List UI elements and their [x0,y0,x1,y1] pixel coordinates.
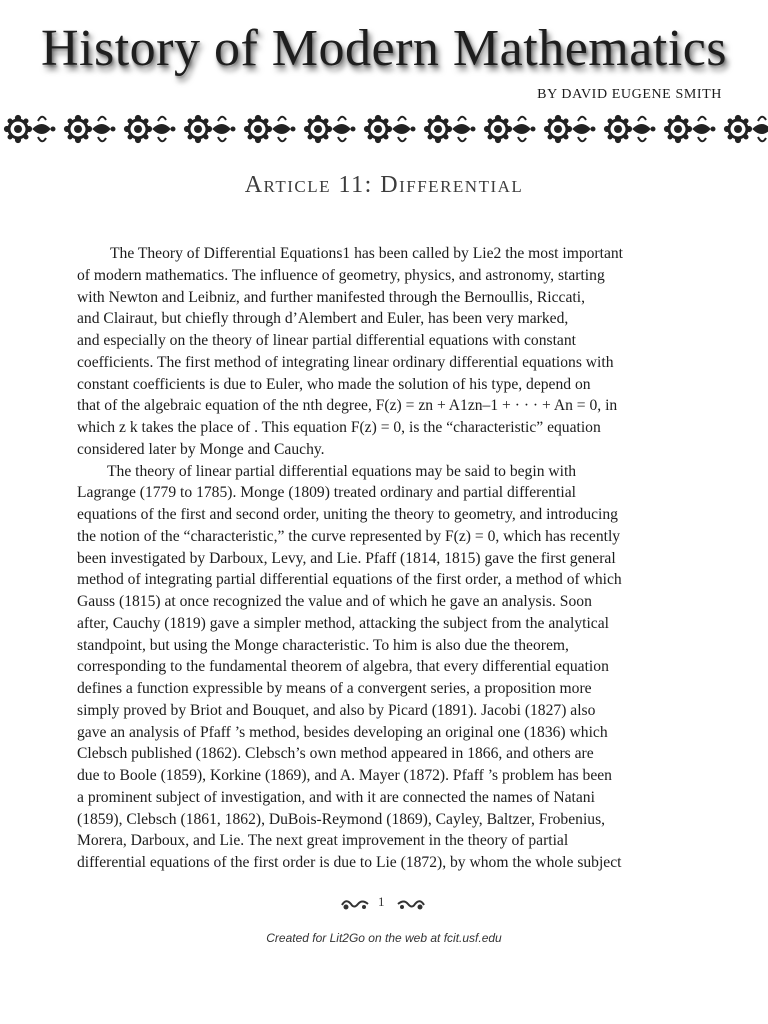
text-line: coefficients. The first method of integrating linear ordinary differential equations with [77,353,614,371]
text-line: equations of the first and second order, uniting the theory to geometry, and introducing [77,506,618,523]
scroll-flourish-right-icon [394,896,426,912]
article-body [77,243,695,874]
text-line: a prominent subject of investigation, and with it are connected the names of Natani [77,788,595,806]
text-line: The Theory of Differential Equations1 has been called by Lie2 the most important [110,245,624,262]
text-line: been investigated by Darboux, Levy, and Lie. Pfaff (1814, 1815) gave the first general [77,549,616,567]
floral-border-ornament-icon [0,108,768,150]
text-line: due to Boole (1859), Korkine (1869), and A. Mayer (1872). Pfaff ’s problem has been [77,767,612,784]
text-line: defines a function expressible by means of a convergent series, a proposition more [77,680,592,697]
text-line: of modern mathematics. The influence of geometry, physics, and astronomy, starting [77,266,605,284]
text-line: that of the algebraic equation of the nth degree, F(z) = zn + A1zn–1 + · · · + An = 0, in [77,397,618,415]
page-number: 1 [378,894,385,909]
text-line: the notion of the “characteristic,” the curve represented by F(z) = 0, which has recently [77,527,621,545]
text-line: Clebsch published (1862). Clebsch’s own method appeared in 1866, and others are [77,745,594,763]
text-line: constant coefficients is due to Euler, who made the solution of his type, depend on [77,375,591,393]
author-byline: BY DAVID EUGENE SMITH [537,87,722,102]
text-line: after, Cauchy (1819) gave a simpler method, attacking the subject from the analytical [77,614,609,632]
paragraph-2 [77,461,695,874]
footer-credit: Created for Lit2Go on the web at fcit.usf.edu [266,931,502,945]
page-number-block [0,892,768,916]
scroll-flourish-left-icon [340,896,372,912]
book-title: History of Modern Mathematics [40,20,728,77]
text-line: simply proved by Briot and Bouquet, and also by Picard (1891). Jacobi (1827) also [77,701,596,719]
text-line: standpoint, but using the Monge characteristic. To him is also due the theorem, [77,636,569,654]
text-line: considered later by Monge and Cauchy. [77,440,325,458]
text-line: and Clairaut, but chiefly through d’Alembert and Euler, has been very marked, [77,310,569,328]
paragraph-1 [77,243,695,461]
text-line: differential equations of the first order is due to Lie (1872), by whom the whole subject [77,854,622,871]
text-line: which z k takes the place of . This equation F(z) = 0, is the “characteristic” equation [77,419,601,436]
text-line: Lagrange (1779 to 1785). Monge (1809) treated ordinary and partial differential [77,484,576,502]
text-line: corresponding to the fundamental theorem of algebra, that every differential equation [77,658,609,676]
text-line: (1859), Clebsch (1861, 1862), DuBois-Reymond (1869), Cayley, Baltzer, Frobenius, [77,810,606,828]
text-line: and especially on the theory of linear partial differential equations with constant [77,332,576,349]
text-line: Morera, Darboux, and Lie. The next great improvement in the theory of partial [77,832,569,850]
article-heading: Article 11: Differential [244,172,524,198]
text-line: gave an analysis of Pfaff ’s method, besides developing an original one (1836) which [77,723,608,741]
text-line: method of integrating partial differential equations of the first order, a method of which [77,571,622,589]
text-line: with Newton and Leibniz, and further manifested through the Bernoullis, Riccati, [77,288,585,306]
text-line: The theory of linear partial differential equations may be said to begin with [107,462,577,480]
text-line: Gauss (1815) at once recognized the value and of which he gave an analysis. Soon [77,593,592,610]
